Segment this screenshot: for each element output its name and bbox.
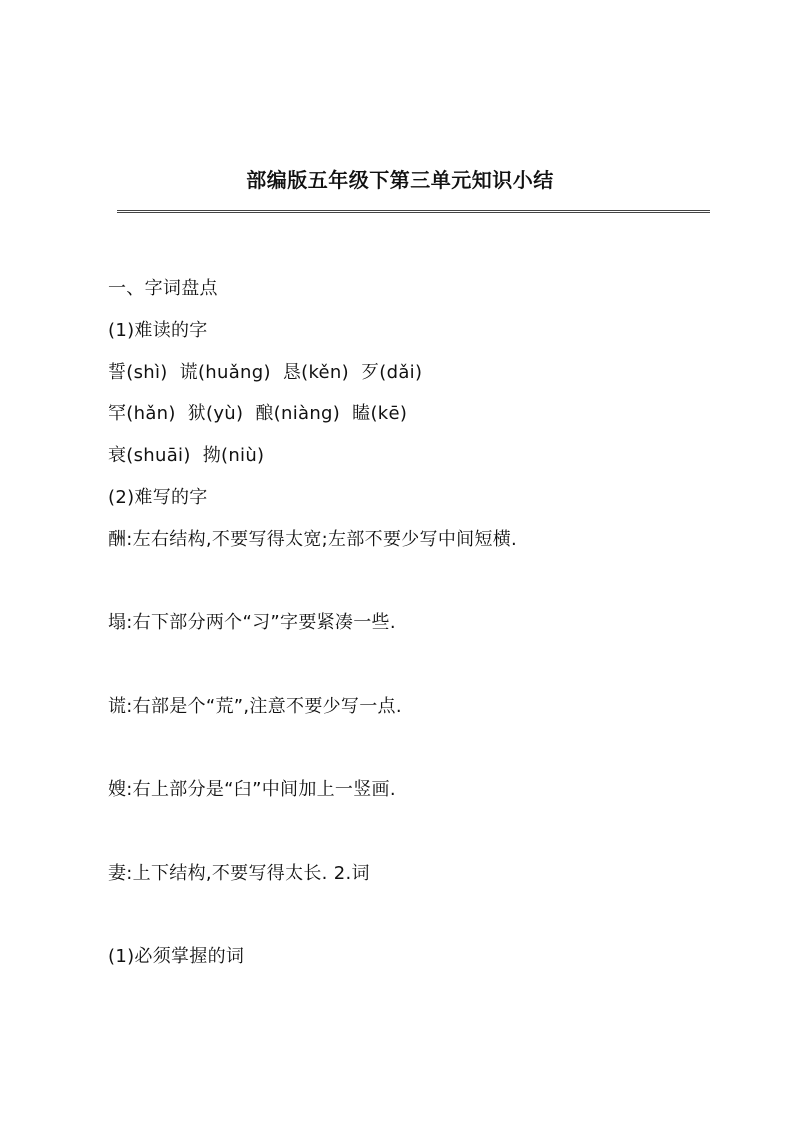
pinyin-line-2: 罕(hǎn) 狱(yù) 酿(niàng) 瞌(kē): [108, 403, 408, 424]
subheading-hard-to-write: (2)难写的字: [108, 487, 208, 508]
writing-note-qi: 妻:上下结构,不要写得太长. 2.词: [108, 863, 370, 884]
section-heading-vocabulary: 一、字词盘点: [108, 278, 218, 299]
writing-note-chou: 酬:左右结构,不要写得太宽;左部不要少写中间短横.: [108, 529, 518, 550]
subheading-hard-to-read: (1)难读的字: [108, 320, 208, 341]
writing-note-huang: 谎:右部是个“荒”,注意不要少写一点.: [108, 696, 402, 717]
subheading-must-master-words: (1)必须掌握的词: [108, 946, 245, 967]
writing-note-ta: 塌:右下部分两个“习”字要紧凑一些.: [108, 612, 396, 633]
pinyin-line-1: 誓(shì) 谎(huǎng) 恳(kěn) 歹(dǎi): [108, 362, 423, 383]
document-title: 部编版五年级下第三单元知识小结: [246, 168, 554, 192]
pinyin-line-3: 衰(shuāi) 拗(niù): [108, 445, 265, 466]
writing-note-sao: 嫂:右上部分是“臼”中间加上一竖画.: [108, 779, 396, 800]
title-divider: [117, 210, 710, 213]
